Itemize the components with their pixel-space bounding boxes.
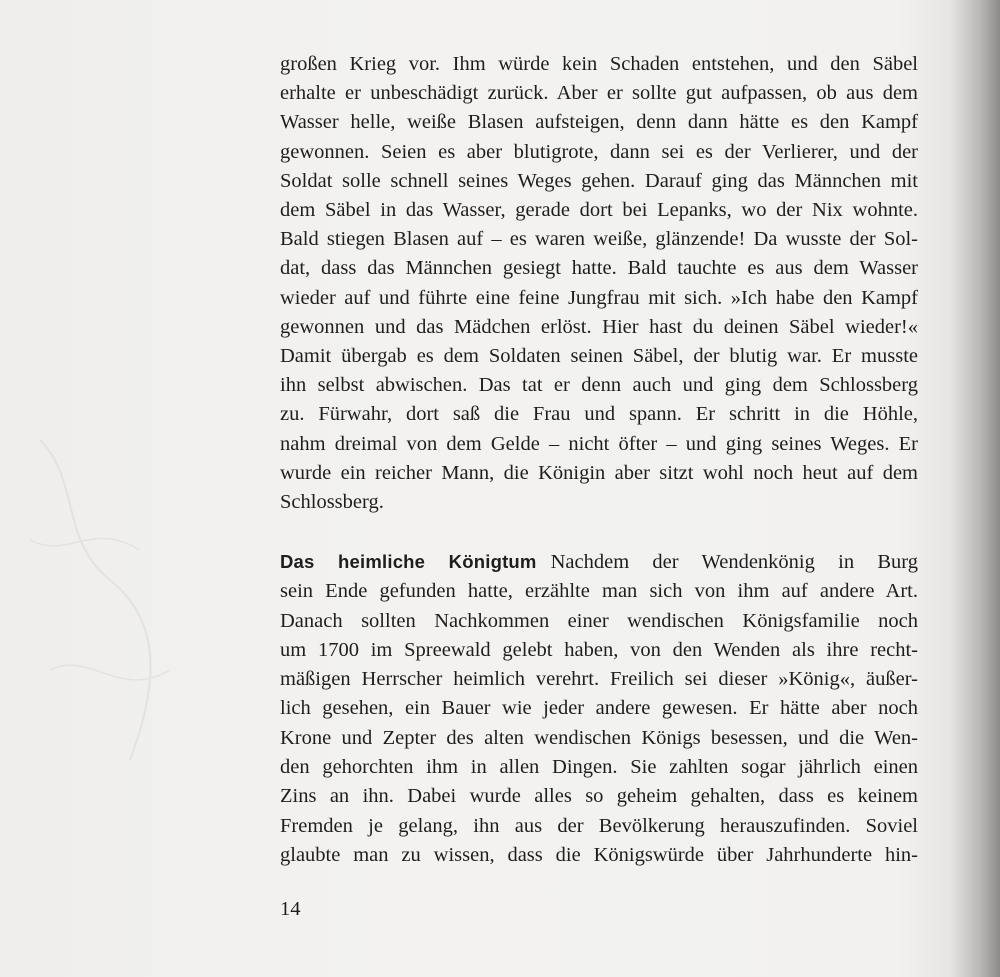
section-heimliche-koenigtum (280, 547, 918, 870)
bleed-through-illustration (20, 420, 190, 780)
text-line: großen Krieg vor. Ihm würde kein Schaden entstehen, und den Säbel (280, 53, 918, 75)
text-line: mäßigen Herrscher heimlich verehrt. Freilich sei dieser »König«, äußer- (280, 668, 918, 691)
text-line: ihn selbst abwischen. Das tat er denn auch und ging dem Schlossberg (280, 374, 918, 397)
text-line: Bald stiegen Blasen auf – es waren weiße, glänzende! Da wusste der Sol- (280, 228, 918, 251)
text-line: wieder auf und führte eine feine Jungfrau mit sich. »Ich habe den Kampf (280, 286, 918, 309)
text-line: glaubte man zu wissen, dass die Königswürde über Jahrhunderte hin- (280, 843, 918, 866)
page-number: 14 (280, 898, 301, 920)
text-line: Schlossberg. (280, 491, 384, 514)
text-line: wurde ein reicher Mann, die Königin aber sitzt wohl noch heut auf dem (280, 461, 918, 484)
text-line: gewonnen und das Mädchen erlöst. Hier hast du deinen Säbel wieder!« (280, 315, 918, 338)
text-line: nahm dreimal von dem Gelde – nicht öfter – und ging seines Weges. Er (280, 432, 918, 455)
text-line: sein Ende gefunden hatte, erzählte man sich von ihm auf andere Art. (280, 580, 918, 603)
text-line: erhalte er unbeschädigt zurück. Aber er sollte gut aufpassen, ob aus dem (280, 82, 918, 105)
text-line: Fremden je gelang, ihn aus der Bevölkerung herauszufinden. Soviel (280, 814, 918, 837)
section-first-line (280, 547, 918, 577)
text-line: den gehorchten ihm in allen Dingen. Sie zahlten sogar jährlich einen (280, 756, 918, 779)
text-line: Soldat solle schnell seines Weges gehen. Darauf ging das Männchen mit (280, 169, 918, 192)
text-line: gewonnen. Seien es aber blutigrote, dann sei es der Verlierer, und der (280, 140, 918, 163)
text-line: zu. Fürwahr, dort saß die Frau und spann. Er schritt in die Höhle, (280, 403, 918, 426)
text-line: Nachdem der Wendenkönig in Burg (550, 551, 918, 573)
text-line: Wasser helle, weiße Blasen aufsteigen, denn dann hätte es den Kampf (280, 111, 918, 134)
text-line: dat, dass das Männchen gesiegt hatte. Bald tauchte es aus dem Wasser (280, 257, 918, 280)
text-line: lich gesehen, ein Bauer wie jeder andere gewesen. Er hätte aber noch (280, 697, 918, 720)
text-line: Danach sollten Nachkommen einer wendischen Königsfamilie noch (280, 609, 918, 632)
text-line: dem Säbel in das Wasser, gerade dort bei Lepanks, wo der Nix wohnte. (280, 199, 918, 222)
section-heading: Das heimliche Königtum (280, 551, 537, 572)
text-line: um 1700 im Spreewald gelebt haben, von den Wenden als ihre recht- (280, 638, 918, 661)
text-line: Zins an ihn. Dabei wurde alles so geheim gehalten, dass es keinem (280, 785, 918, 808)
paragraph-continued (280, 50, 918, 517)
text-line: Krone und Zepter des alten wendischen Königs besessen, und die Wen- (280, 726, 918, 749)
text-line: Damit übergab es dem Soldaten seinen Säbel, der blutig war. Er musste (280, 345, 918, 368)
